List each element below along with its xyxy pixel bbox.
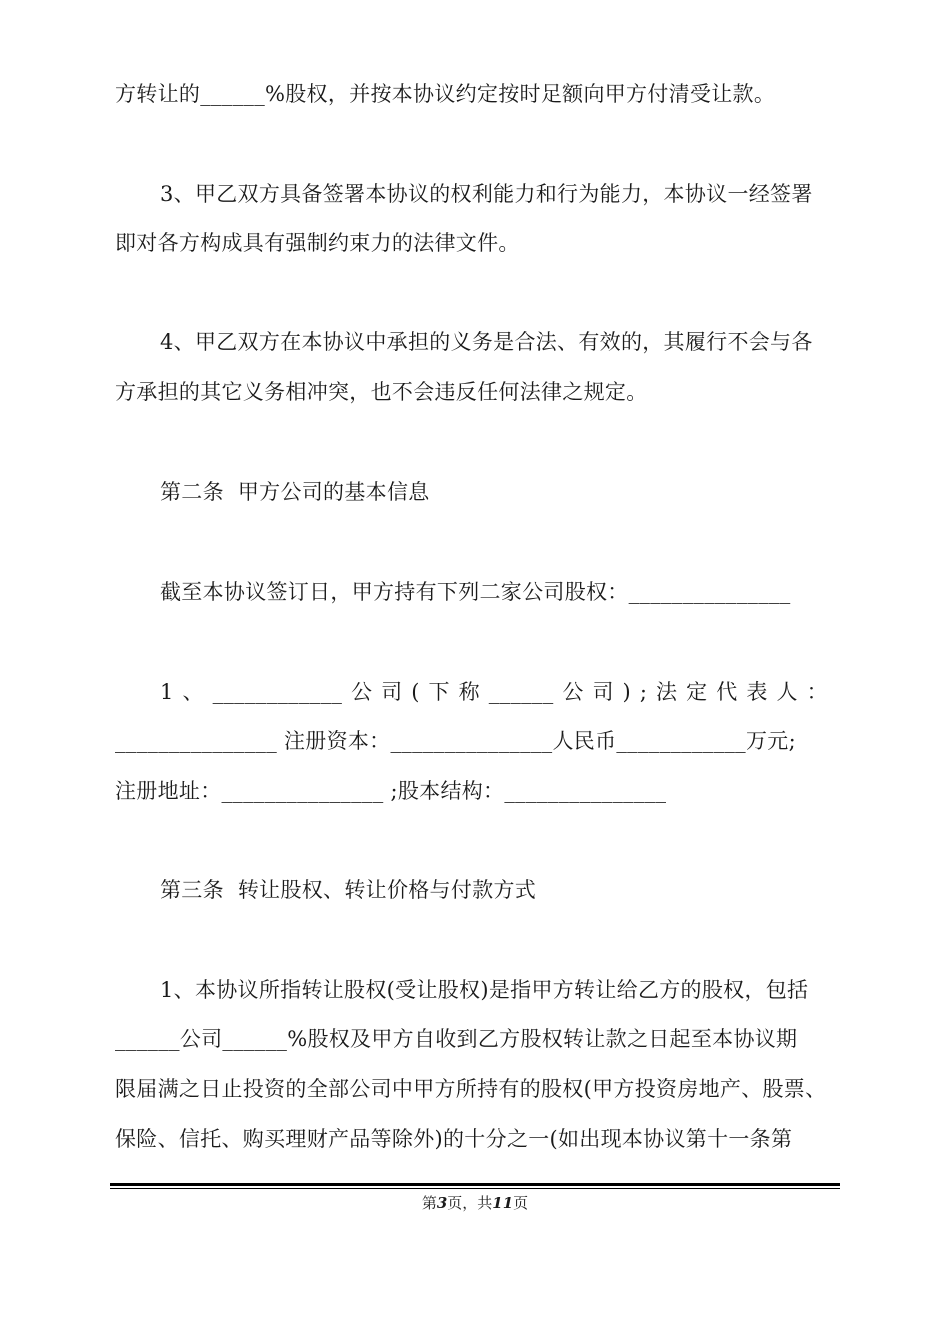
text-segment: 代 (716, 680, 738, 704)
paragraph-line: 1、本协议所指转让股权(受让股权)是指甲方转让给乙方的股权，包括 (160, 978, 809, 1002)
paragraph-line: 3、甲乙双方具备签署本协议的权利能力和行为能力，本协议一经签署 (160, 182, 813, 206)
text-segment: 表 (746, 680, 768, 704)
text-segment: ( (411, 680, 420, 704)
footer-suffix: 页 (513, 1194, 529, 1212)
text-segment: ; (639, 680, 648, 704)
footer-prefix: 第 (421, 1194, 437, 1212)
paragraph-line: 截至本协议签订日，甲方持有下列二家公司股权：_______________ (160, 580, 791, 604)
paragraph-line: 4、甲乙双方在本协议中承担的义务是合法、有效的，其履行不会与各 (160, 330, 813, 354)
article-heading: 第二条 甲方公司的基本信息 (160, 480, 430, 504)
footer-rule (110, 1188, 840, 1189)
paragraph-line: ______公司______%股权及甲方自收到乙方股权转让款之日起至本协议期 (115, 1027, 798, 1051)
paragraph-line: 限届满之日止投资的全部公司中甲方所持有的股权(甲方投资房地产、股票、 (115, 1077, 827, 1101)
text-segment: 公 (562, 680, 584, 704)
text-segment: 司 (381, 680, 403, 704)
text-segment: 、 (182, 680, 204, 704)
page-number: 3 (436, 1194, 448, 1212)
text-segment: 法 (656, 680, 678, 704)
text-segment: ) (622, 680, 632, 704)
text-segment: 定 (686, 680, 708, 704)
footer-rule (110, 1183, 840, 1186)
text-segment: 1 (160, 680, 174, 704)
text-segment: 称 (458, 680, 480, 704)
paragraph-line: 保险、信托、购买理财产品等除外)的十分之一(如出现本协议第十一条第 (115, 1127, 793, 1151)
text-segment: 公 (350, 680, 373, 704)
article-heading: 第三条 转让股权、转让价格与付款方式 (160, 878, 537, 902)
paragraph-line: 注册地址：_______________ ;股本结构：_______________ (115, 779, 667, 803)
text-segment: ： (806, 680, 828, 704)
text-segment: 下 (428, 680, 450, 704)
text-segment: ______ (488, 680, 554, 704)
paragraph-line: _______________ 注册资本：_______________人民币____________万元; (115, 729, 796, 753)
text-segment: ____________ (212, 680, 343, 704)
paragraph-line: 方承担的其它义务相冲突，也不会违反任何法律之规定。 (115, 380, 648, 404)
text-segment: 人 (776, 680, 798, 704)
footer-middle: 页，共 (447, 1194, 493, 1212)
total-pages: 11 (492, 1194, 514, 1212)
page-footer (0, 1193, 950, 1213)
paragraph-line: 方转让的______%股权，并按本协议约定按时足额向甲方付清受让款。 (115, 82, 776, 106)
text-segment: 司 (592, 680, 614, 704)
justified-line (160, 678, 828, 706)
paragraph-line: 即对各方构成具有强制约束力的法律文件。 (115, 231, 520, 255)
